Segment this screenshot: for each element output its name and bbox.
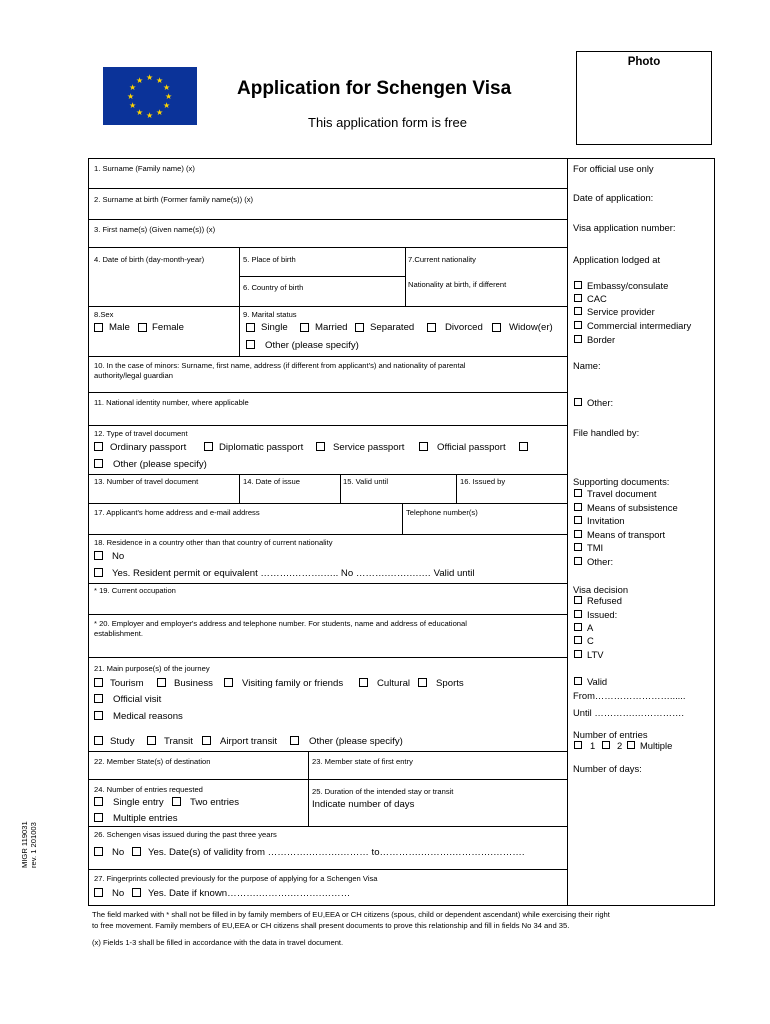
official-service-provider: Service provider [587,306,655,317]
checkbox-invitation[interactable] [574,516,582,524]
checkbox-schengen-no[interactable] [94,847,103,856]
row-line [89,614,567,615]
official-until: Until ………….……………. [573,707,684,718]
official-a: A [587,622,594,633]
checkbox-diplomatic-passport[interactable] [204,442,213,451]
official-ltv: LTV [587,649,604,660]
col-line [456,474,457,503]
checkbox-service-provider[interactable] [574,307,582,315]
field-7-label: 7.Current nationality [408,255,476,264]
two-entries-label: Two entries [190,797,240,808]
field-18-label: 18. Residence in a country other than that country of current nationality [94,538,333,547]
official-issued: Issued: [587,609,618,620]
official-other: Other: [587,397,614,408]
checkbox-commercial[interactable] [574,321,582,329]
side-code [20,821,38,868]
service-passport-label: Service passport [333,442,405,453]
form-title: Application for Schengen Visa [237,78,512,99]
official-date-application: Date of application: [573,192,654,203]
fingerprints-no-label: No [112,888,125,899]
field-26-label: 26. Schengen visas issued during the past three years [94,830,277,839]
married-label: Married [315,322,348,333]
row-line [89,425,567,426]
field-20-label-line1: * 20. Employer and employer's address and telephone number. For students, name and address of educational [94,619,467,628]
official-invitation: Invitation [587,515,625,526]
field-11-label: 11. National identity number, where applicable [94,398,249,407]
footer-note [92,909,722,931]
document-other-label: Other (please specify) [113,459,207,470]
field-14-label: 14. Date of issue [243,477,300,486]
divorced-label: Divorced [445,322,483,333]
field-25-days-label: Indicate number of days [312,799,415,810]
row-line [89,188,567,189]
field-16-label: 16. Issued by [460,477,506,486]
side-code-line2: rev. 1 201003 [29,822,38,868]
purpose-other-label: Other (please specify) [309,736,403,747]
schengen-yes-label: Yes. Date(s) of validity from ………….……….……… to………….……….………….………. [148,847,525,858]
footer-note-line1: The field marked with * shall not be filled in by family members of EU,EEA or CH citizens (spous, child or dependent ascendant) while exercising their right [92,910,610,919]
official-supporting: Supporting documents: [573,476,670,487]
checkbox-embassy[interactable] [574,281,582,289]
checkbox-transport[interactable] [574,530,582,538]
airport-transit-label: Airport transit [220,736,278,747]
footer-note-x: (x) Fields 1-3 shall be filled in accordance with the data in travel document. [92,938,344,947]
official-entries-1: 1 [590,740,596,751]
official-entries-2: 2 [617,740,623,751]
checkbox-official-passport[interactable] [419,442,428,451]
side-code-line1: MIGR 119031 [20,821,29,868]
row-line [89,869,567,870]
official-entries-multiple: Multiple [640,740,673,751]
checkbox-purpose-other[interactable] [290,736,299,745]
fingerprints-yes-label: Yes. Date if known……….……….……….……… [148,888,351,899]
col-line [405,247,406,306]
checkbox-transit[interactable] [147,736,156,745]
row-line [89,826,567,827]
col-line [239,474,240,503]
checkbox-entries-2[interactable] [602,741,610,749]
field-7b-label: Nationality at birth, if different [408,280,507,289]
row-line [89,583,567,584]
row-line [239,276,405,277]
checkbox-male[interactable] [94,323,103,332]
field-10-label-line2: authority/legal guardian [94,371,173,380]
field-9-label: 9. Marital status [243,310,297,319]
field-25-label: 25. Duration of the intended stay or transit [312,787,454,796]
schengen-no-label: No [112,847,125,858]
checkbox-sports[interactable] [418,678,427,687]
checkbox-fingerprints-yes[interactable] [132,888,141,897]
row-line [89,534,567,535]
checkbox-ltv[interactable] [574,650,582,658]
photo-label: Photo [627,56,661,68]
marital-other-label: Other (please specify) [265,340,359,351]
checkbox-issued[interactable] [574,610,582,618]
checkbox-residence-yes[interactable] [94,568,103,577]
official-number-of-days: Number of days: [573,763,642,774]
checkbox-tourism[interactable] [94,678,103,687]
form-subtitle: This application form is free [308,115,467,130]
official-visit-label: Official visit [113,694,162,705]
row-line [89,356,567,357]
official-embassy: Embassy/consulate [587,280,669,291]
checkbox-business[interactable] [157,678,166,687]
official-passport-label: Official passport [437,442,506,453]
row-line [89,751,567,752]
field-10-label-line1: 10. In the case of minors: Surname, first name, address (if different from applicant's) and nationality of parental [94,361,466,370]
col-line [402,503,403,534]
official-visa-number: Visa application number: [573,222,676,233]
checkbox-supporting-other[interactable] [574,557,582,565]
footer-note-line2: to free movement. Family members of EU,EEA or CH citizens shall present documents to prove this relationship and fill in fields No 34 and 35. [92,921,570,930]
field-8-label: 8.Sex [94,310,114,319]
checkbox-marital-other[interactable] [246,340,255,349]
business-label: Business [174,678,213,689]
residence-no-label: No [112,551,125,562]
sports-label: Sports [436,678,464,689]
checkbox-medical[interactable] [94,711,103,720]
checkbox-female[interactable] [138,323,147,332]
medical-label: Medical reasons [113,711,183,722]
checkbox-entries-multiple[interactable] [627,741,635,749]
field-1-label: 1. Surname (Family name) (x) [94,164,195,173]
checkbox-separated[interactable] [355,323,364,332]
field-23-label: 23. Member state of first entry [312,757,413,766]
visiting-label: Visiting family or friends [242,678,344,689]
field-17-phone-label: Telephone number(s) [406,508,478,517]
official-border: Border [587,334,616,345]
widow-label: Widow(er) [509,322,553,333]
residence-yes-label: Yes. Resident permit or equivalent ……….……….….. No ……….…….….… Valid until [112,568,475,579]
field-5-label: 5. Place of birth [243,255,296,264]
form-frame [88,158,715,906]
photo-box[interactable] [576,51,712,145]
official-commercial: Commercial intermediary [587,320,692,331]
field-27-label: 27. Fingerprints collected previously for the purpose of applying for a Schengen Visa [94,874,378,883]
official-number-of-entries: Number of entries [573,729,648,740]
row-line [89,306,567,307]
checkbox-subsistence[interactable] [574,503,582,511]
official-name: Name: [573,360,601,371]
official-lodged-at: Application lodged at [573,254,661,265]
row-line [89,779,567,780]
checkbox-residence-no[interactable] [94,551,103,560]
checkbox-refused[interactable] [574,596,582,604]
checkbox-tmi[interactable] [574,543,582,551]
col-line [340,474,341,503]
checkbox-entries-1[interactable] [574,741,582,749]
checkbox-c[interactable] [574,636,582,644]
field-17-label: 17. Applicant's home address and e-mail address [94,508,260,517]
checkbox-multiple-entries[interactable] [94,813,103,822]
official-cac: CAC [587,293,607,304]
multiple-entries-label: Multiple entries [113,813,178,824]
checkbox-valid[interactable] [574,677,582,685]
row-line [89,247,567,248]
official-visa-decision: Visa decision [573,584,629,595]
row-line [89,219,567,220]
checkbox-official-other[interactable] [574,398,582,406]
official-divider [567,159,568,905]
checkbox-cac[interactable] [574,294,582,302]
diplomatic-passport-label: Diplomatic passport [219,442,304,453]
checkbox-study[interactable] [94,736,103,745]
col-line [239,247,240,306]
study-label: Study [110,736,135,747]
row-line [89,474,567,475]
checkbox-ordinary-passport[interactable] [94,442,103,451]
col-line [308,751,309,779]
official-refused: Refused [587,595,622,606]
field-22-label: 22. Member State(s) of destination [94,757,211,766]
tourism-label: Tourism [110,678,144,689]
field-6-label: 6. Country of birth [243,283,304,292]
row-line [89,503,567,504]
official-subsistence: Means of subsistence [587,502,678,513]
official-supporting-other: Other: [587,556,614,567]
field-4-label: 4. Date of birth (day-month-year) [94,255,205,264]
checkbox-cultural[interactable] [359,678,368,687]
male-label: Male [109,322,130,333]
field-2-label: 2. Surname at birth (Former family name(s)) (x) [94,195,254,204]
official-valid: Valid [587,676,608,687]
official-c: C [587,635,594,646]
checkbox-a[interactable] [574,623,582,631]
eu-flag-icon: ★ ★ ★ ★ ★ ★ ★ ★ ★ ★ ★ ★ [103,67,197,125]
checkbox-official-visit[interactable] [94,694,103,703]
field-21-label: 21. Main purpose(s) of the journey [94,664,210,673]
checkbox-passport-extra[interactable] [519,442,528,451]
official-transport: Means of transport [587,529,666,540]
cultural-label: Cultural [377,678,411,689]
field-13-label: 13. Number of travel document [94,477,199,486]
transit-label: Transit [164,736,193,747]
checkbox-border[interactable] [574,335,582,343]
col-line [239,306,240,356]
checkbox-document-other[interactable] [94,459,103,468]
ordinary-passport-label: Ordinary passport [110,442,187,453]
official-tmi: TMI [587,542,604,553]
separated-label: Separated [370,322,415,333]
checkbox-divorced[interactable] [427,323,436,332]
field-24-label: 24. Number of entries requested [94,785,203,794]
checkbox-service-passport[interactable] [316,442,325,451]
col-line [308,779,309,826]
checkbox-single[interactable] [246,323,255,332]
checkbox-widow[interactable] [492,323,501,332]
field-15-label: 15. Valid until [343,477,389,486]
checkbox-schengen-yes[interactable] [132,847,141,856]
checkbox-married[interactable] [300,323,309,332]
checkbox-visiting[interactable] [224,678,233,687]
checkbox-fingerprints-no[interactable] [94,888,103,897]
single-entry-label: Single entry [113,797,164,808]
checkbox-single-entry[interactable] [94,797,103,806]
official-from: From……………………...... [573,690,686,701]
checkbox-travel-document[interactable] [574,489,582,497]
row-line [89,392,567,393]
checkbox-airport-transit[interactable] [202,736,211,745]
row-line [89,657,567,658]
official-travel-document: Travel document [587,488,657,499]
female-label: Female [152,322,184,333]
field-19-label: * 19. Current occupation [94,586,176,595]
official-heading: For official use only [573,163,654,174]
official-handled-by: File handled by: [573,427,640,438]
field-20-label-line2: establishment. [94,629,143,638]
checkbox-two-entries[interactable] [172,797,181,806]
field-3-label: 3. First name(s) (Given name(s)) (x) [94,225,216,234]
field-12-label: 12. Type of travel document [94,429,188,438]
single-label: Single [261,322,288,333]
